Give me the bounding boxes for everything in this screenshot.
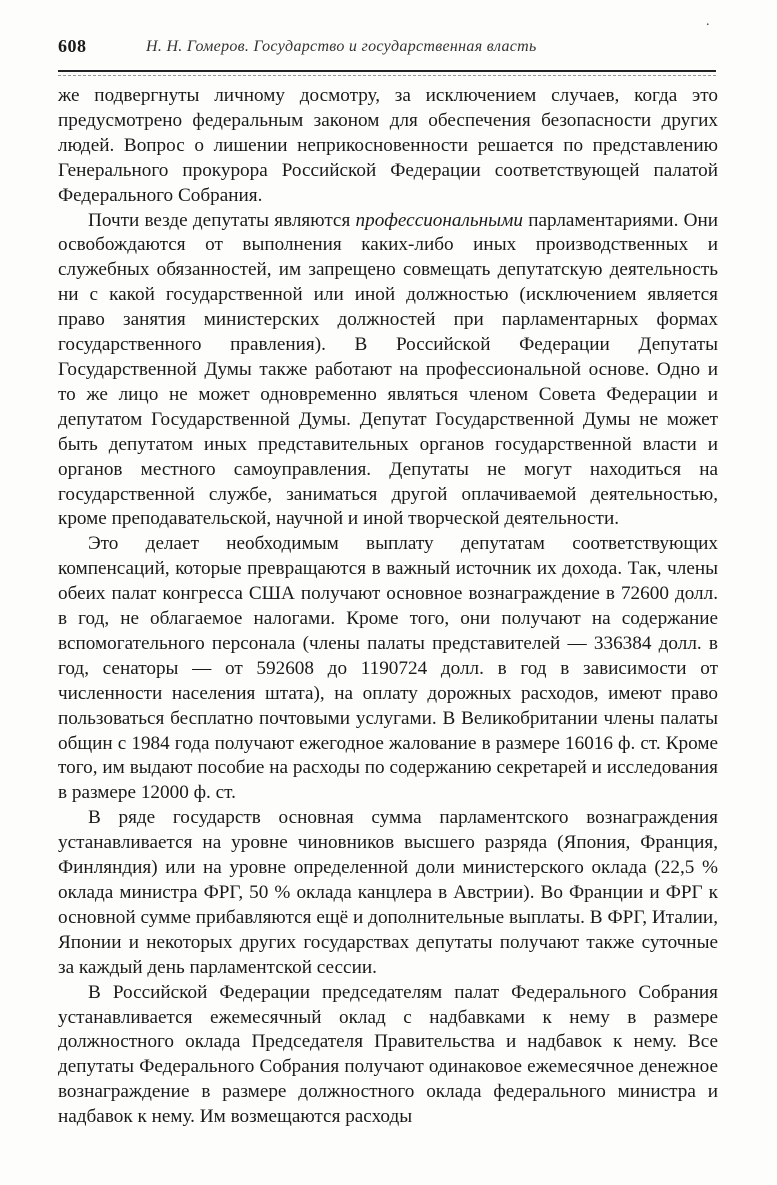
corner-mark: . <box>706 14 710 29</box>
paragraph-2 <box>58 209 718 533</box>
paragraph-4: В ряде государств основная сумма парламентского вознаграждения устанавливается на уровне чиновников высшего разряда (Япония, Франция, Финляндия) или на уровне определенной доли министерского оклада (22,5 % оклада министра ФРГ, 50 % оклада канцлера в Австрии). Во Франции и ФРГ к основной сумме прибавляются ещё и дополнительные выплаты. В ФРГ, Италии, Японии и некоторых других государствах депутаты получают также суточные за каждый день парламентской сессии. <box>58 807 718 978</box>
paragraph-2-rest: парламентариями. Они освобождаются от выполнения каких-либо иных производственных и служебных обязанностей, им запрещено совмещать депутатскую деятельность ни с какой государственной или иной должностью (исключением является право занятия министерских должностей при парламентарных формах государственного правления). В Российской Федерации Депутаты Государственной Думы также работают на профессиональной основе. Одно и то же лицо не может одновременно являться членом Совета Федерации и депутатом Государственной Думы. Депутат Государственной Думы не может быть депутатом иных представительных органов государственной власти и органов местного самоуправления. Депутаты не могут находиться на государственной службе, заниматься другой оплачиваемой деятельностью, кроме преподавательской, научной и иной творческой деятельности. <box>58 209 718 530</box>
paragraph-1: же подвергнуты личному досмотру, за исключением случаев, когда это предусмотрено федеральным законом для обеспечения безопасности других людей. Вопрос о лишении неприкосновенности решается по представлению Генерального прокурора Российской Федерации соответствующей палатой Федерального Собрания. <box>58 85 718 206</box>
page-number: 608 <box>58 36 87 56</box>
paragraph-2-lead: Почти везде депутаты являются <box>88 209 356 231</box>
header-rule <box>58 70 716 72</box>
body-text <box>58 84 718 1130</box>
header-rule-secondary <box>58 75 716 76</box>
paragraph-2-emphasis: профессиональными <box>355 209 523 231</box>
running-head: Н. Н. Гомеров. Государство и государственная власть <box>146 38 537 55</box>
paragraph-5: В Российской Федерации председателям палат Федерального Собрания устанавливается ежемесячный оклад с надбавками к нему в размере должностного оклада Председателя Правительства и надбавок к нему. Все депутаты Федерального Собрания получают одинаковое ежемесячное денежное вознаграждение в размере должностного оклада федерального министра и надбавок к нему. Им возмещаются расходы <box>58 981 718 1128</box>
page-header <box>58 36 718 66</box>
paragraph-3: Это делает необходимым выплату депутатам соответствующих компенсаций, которые превращаются в важный источник их дохода. Так, члены обеих палат конгресса США получают основное вознаграждение в 72600 долл. в год, не облагаемое налогами. Кроме того, они получают на содержание вспомогательного персонала (члены палаты представителей — 336384 долл. в год, сенаторы — от 592608 до 1190724 долл. в год в зависимости от численности населения штата), на оплату дорожных расходов, имеют право пользоваться бесплатно почтовыми услугами. В Великобритании члены палаты общин с 1984 года получают ежегодное жалование в размере 16016 ф. ст. Кроме того, им выдают пособие на расходы по содержанию секретарей и исследования в размере 12000 ф. ст. <box>58 533 718 804</box>
